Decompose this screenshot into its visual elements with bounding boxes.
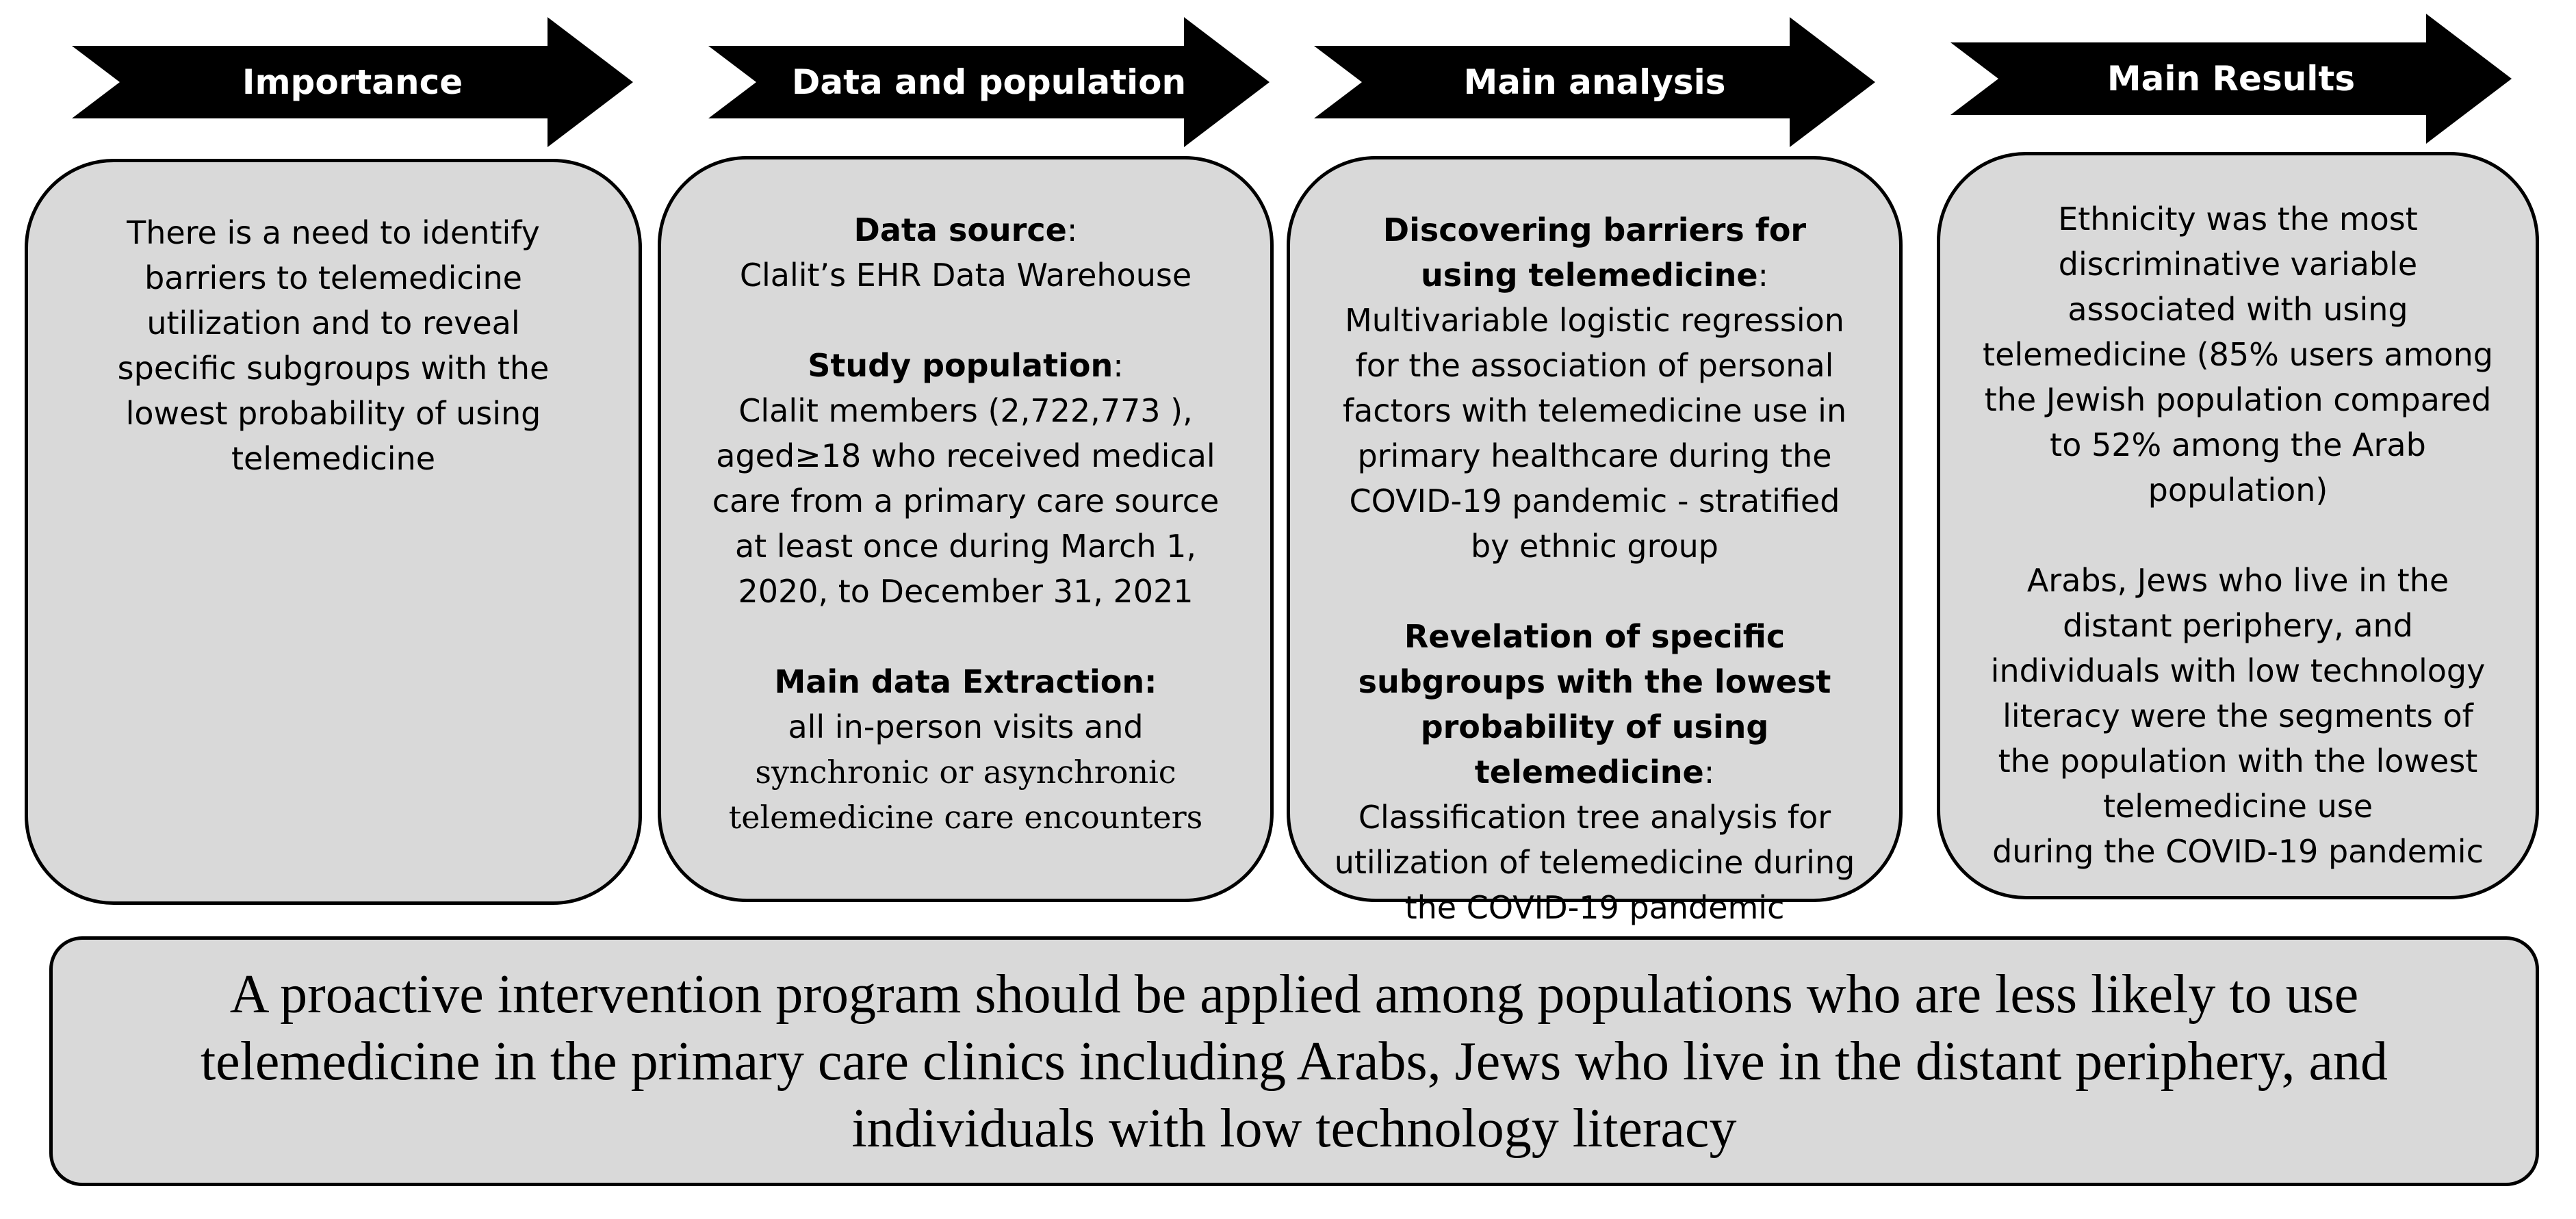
subgroups-heading: Revelation of specific subgroups with the lowest probability of using telemedicine xyxy=(1358,618,1831,791)
importance-box xyxy=(25,159,642,905)
colon: : xyxy=(1757,257,1769,294)
colon: : xyxy=(1066,211,1078,248)
data-source-heading: Data source xyxy=(853,211,1067,248)
results-text-2: Arabs, Jews who live in the distant periphery, and individuals with low technology literacy were the segments of the population with the lowest telemedicine use xyxy=(1990,562,2486,825)
extraction-heading: Main data Extraction: xyxy=(774,663,1157,700)
barriers-text: Multivariable logistic regression for the association of personal factors with telemedicine use in primary healthcare during the COVID-19 pandemic - stratified by ethnic group xyxy=(1342,302,1847,565)
data-population-box xyxy=(658,156,1274,902)
data-source-text: Clalit’s EHR Data Warehouse xyxy=(739,257,1192,294)
results-block-2 xyxy=(1981,558,2495,874)
barriers-heading: Discovering barriers for using telemedicine xyxy=(1382,211,1807,294)
conclusion-text: A proactive intervention program should be applied among populations who are less likely to use telemedicine in the primary care clinics including Arabs, Jews who live in the distant periphery, and individuals with low technology literacy xyxy=(200,964,2388,1159)
arrow-data-population xyxy=(708,17,1270,147)
extraction-text-1: all in-person visits and xyxy=(788,708,1144,745)
extraction-block xyxy=(702,659,1229,840)
arrow-label-importance: Importance xyxy=(242,62,463,102)
conclusion-box xyxy=(49,936,2539,1186)
subgroups-block xyxy=(1331,614,1858,930)
arrow-main-results xyxy=(1950,14,2512,144)
results-text-1: Ethnicity was the most discriminative variable associated with using telemedicine (85% users among the Jewish population compared to 52% among the Arab population) xyxy=(1983,201,2493,509)
study-population-heading: Study population xyxy=(808,347,1113,384)
arrow-label-main-analysis: Main analysis xyxy=(1463,62,1726,102)
colon: : xyxy=(1113,347,1124,384)
data-source-block xyxy=(702,207,1229,298)
arrow-importance xyxy=(72,17,633,147)
arrow-label-main-results: Main Results xyxy=(2107,59,2356,99)
main-analysis-box xyxy=(1287,156,1903,926)
barriers-block xyxy=(1331,207,1858,569)
main-results-box xyxy=(1937,152,2539,899)
arrow-main-analysis xyxy=(1314,17,1875,147)
colon: : xyxy=(1703,754,1715,791)
arrow-label-data-population: Data and population xyxy=(791,62,1187,102)
study-population-text: Clalit members (2,722,773 ), aged≥18 who received medical care from a primary care source at least once during March 1, 2020, to December 31, 2021 xyxy=(712,392,1220,610)
subgroups-text: Classification tree analysis for utilization of telemedicine during the COVID-19 pandemic xyxy=(1334,799,1855,926)
study-population-block xyxy=(702,343,1229,614)
importance-text: There is a need to identify barriers to telemedicine utilization and to reveal specific subgroups with the lowest probability of using telemedicine xyxy=(117,214,550,477)
extraction-text-2: synchronic or asynchronic telemedicine care encounters xyxy=(728,754,1203,836)
results-text-3: during the COVID-19 pandemic xyxy=(1992,833,2484,870)
